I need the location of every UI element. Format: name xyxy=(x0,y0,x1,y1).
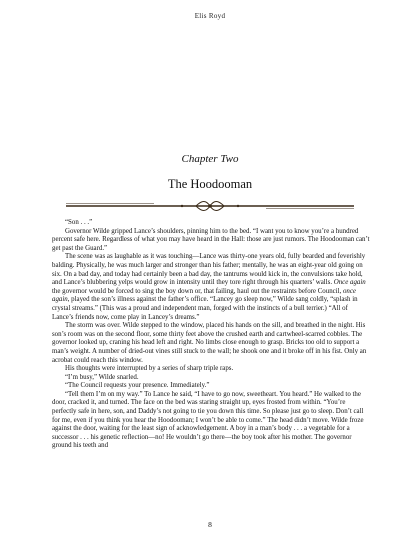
paragraph: His thoughts were interrupted by a series of sharp triple raps. xyxy=(65,365,234,373)
emphasis: once again xyxy=(52,287,356,304)
ornamental-divider xyxy=(64,200,356,212)
paragraph: “The Council requests your presence. Immediately.” xyxy=(65,382,210,390)
running-header-author: Elis Royd xyxy=(194,12,226,20)
chapter-label: Chapter Two xyxy=(181,153,239,165)
paragraph: The storm was over. Wilde stepped to the window, placed his hands on the sill, and breathed in the night. His son’s room was on the second floor, some thirty feet above the crushed earth and cartwheel-scarred cobbles. The governor looked up, craning his head left and right. No limbs close enough to grasp. Bricks too old to support a man’s weight. A number of dried-out vines still stuck to the wall; he shook one and it broke off in his fist. Only an acrobat could reach this window. xyxy=(52,322,367,364)
page-number: 8 xyxy=(208,520,212,529)
paragraph: “I’m busy,” Wilde snarled. xyxy=(65,373,139,381)
chapter-body xyxy=(52,219,370,451)
paragraph: Governor Wilde gripped Lance’s shoulders, pinning him to the bed. “I want you to know you’re a hundred percent safe here. Regardless of what you may have heard in the Hall: those are just rumors. The Hoodooman can’t get past the Guard.” xyxy=(52,227,370,252)
paragraph: “Tell them I’m on my way.” To Lance he said, “I have to go now, sweetheart. You heard.” He walked to the door, cracked it, and turned. The face on the bed was staring straight up, eyes frosted from within. “You’re perfectly safe in here, son, and Daddy’s not going to tie you down this time. So please just go to sleep. Don’t call for me, even if you think you hear the Hoodooman; I won’t be able to come.” The head didn’t move. Wilde froze against the door, waiting for the least sign of acknowledgement. A boy in a man’s body . . . a vegetable for a successor . . . his genetic reflection—no! He wouldn’t go there—the boy took after his mother. The governor ground his teeth and xyxy=(52,390,364,450)
emphasis: Once again xyxy=(333,279,366,287)
paragraph: “Son . . .” xyxy=(65,219,93,226)
paragraph: The scene was as laughable as it was touching—Lance was thirty-one years old, fully bearded and feverishly balding. Physically, he was much larger and stronger than his father; mentally, he was an eight-year old going on six. On a bad day, and today had certainly been a bad day, the tantrums would kick in, the convulsions take hold, and Lance’s blubbering yelps would grow in intensity until they tore right through his quarters’ walls. Once again the governor would be forced to sing the boy down or, that failing, haul out the restraints before Council, once again, played the son’s illness against the father’s office. “Lancey go sleep now,” Wilde sang coldly, “splash in crystal streams.” (This was a proud and independent man, forged with the instincts of a bull terrier.) “All of Lance’s friends now, come play in Lancey’s dreams.” xyxy=(52,253,366,321)
chapter-title: The Hoodooman xyxy=(167,177,253,191)
